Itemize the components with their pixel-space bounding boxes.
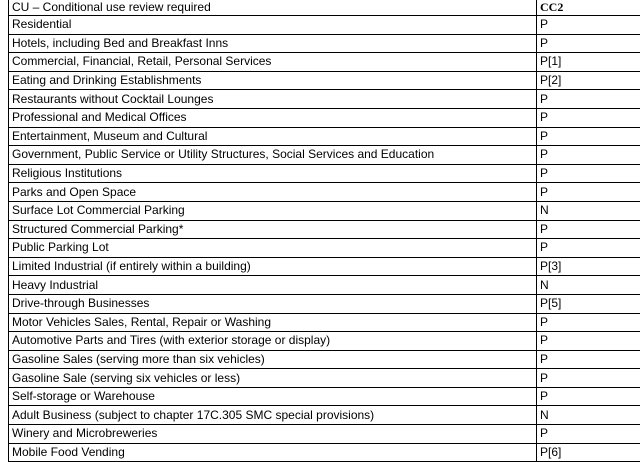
use-category-cell: Surface Lot Commercial Parking [9,201,537,220]
table-row [9,34,640,53]
table-row [9,71,640,90]
legend-text-cu: CU – Conditional use review required [9,0,537,16]
permission-code-cell: P[1] [537,53,640,72]
use-category-cell: Commercial, Financial, Retail, Personal Services [9,53,537,72]
permission-code-cell: P[3] [537,257,640,276]
table-row [9,332,640,351]
permission-code-cell: P[5] [537,294,640,313]
permission-code-cell: P [537,164,640,183]
permission-code-cell: P [537,350,640,369]
use-category-cell: Mobile Food Vending [9,443,537,462]
use-category-cell: Structured Commercial Parking* [9,220,537,239]
table-row [9,294,640,313]
permission-code-cell: N [537,201,640,220]
permission-code-cell: P [537,332,640,351]
table-row [9,53,640,72]
zone-column-header: CC2 [537,0,640,16]
use-category-cell: Motor Vehicles Sales, Rental, Repair or Washing [9,313,537,332]
table-row [9,183,640,202]
permission-code-cell: P[6] [537,443,640,462]
table-row [9,127,640,146]
table-row [9,406,640,425]
table-row [9,220,640,239]
use-category-cell: Government, Public Service or Utility Structures, Social Services and Education [9,146,537,165]
use-category-cell: Restaurants without Cocktail Lounges [9,90,537,109]
permission-code-cell: P [537,127,640,146]
permission-code-cell: P [537,146,640,165]
table-row [9,108,640,127]
table-row [9,313,640,332]
permission-code-cell: P [537,90,640,109]
table-row [9,146,640,165]
use-category-cell: Adult Business (subject to chapter 17C.305 SMC special provisions) [9,406,537,425]
permission-code-cell: P [537,239,640,258]
permission-code-cell: P [537,34,640,53]
use-category-cell: Religious Institutions [9,164,537,183]
use-category-cell: Gasoline Sale (serving six vehicles or less) [9,369,537,388]
permission-code-cell: P [537,220,640,239]
use-category-cell: Drive-through Businesses [9,294,537,313]
table-row [9,164,640,183]
permission-code-cell: P [537,313,640,332]
use-category-cell: Winery and Microbreweries [9,425,537,444]
permission-code-cell: N [537,406,640,425]
use-category-cell: Public Parking Lot [9,239,537,258]
use-category-cell: Entertainment, Museum and Cultural [9,127,537,146]
table-row [9,239,640,258]
table-row [9,257,640,276]
use-category-cell: Gasoline Sales (serving more than six vehicles) [9,350,537,369]
permitted-uses-table [8,0,640,462]
permission-code-cell: P[2] [537,71,640,90]
table-row [9,16,640,35]
use-category-cell: Automotive Parts and Tires (with exterior storage or display) [9,332,537,351]
permission-code-cell: P [537,425,640,444]
use-category-cell: Limited Industrial (if entirely within a building) [9,257,537,276]
table-row [9,90,640,109]
table-row [9,201,640,220]
permission-code-cell: P [537,183,640,202]
permission-code-cell: N [537,276,640,295]
table-row [9,387,640,406]
use-category-cell: Professional and Medical Offices [9,108,537,127]
legend-row-cu [9,0,640,16]
permission-code-cell: P [537,16,640,35]
use-category-cell: Hotels, including Bed and Breakfast Inns [9,34,537,53]
table-body [9,0,640,462]
table-row [9,276,640,295]
permission-code-cell: P [537,108,640,127]
use-category-cell: Residential [9,16,537,35]
permission-code-cell: P [537,369,640,388]
table-row [9,443,640,462]
zoning-use-sheet [8,0,640,462]
table-row [9,369,640,388]
table-row [9,425,640,444]
use-category-cell: Parks and Open Space [9,183,537,202]
permission-code-cell: P [537,387,640,406]
use-category-cell: Heavy Industrial [9,276,537,295]
use-category-cell: Self-storage or Warehouse [9,387,537,406]
table-row [9,350,640,369]
use-category-cell: Eating and Drinking Establishments [9,71,537,90]
